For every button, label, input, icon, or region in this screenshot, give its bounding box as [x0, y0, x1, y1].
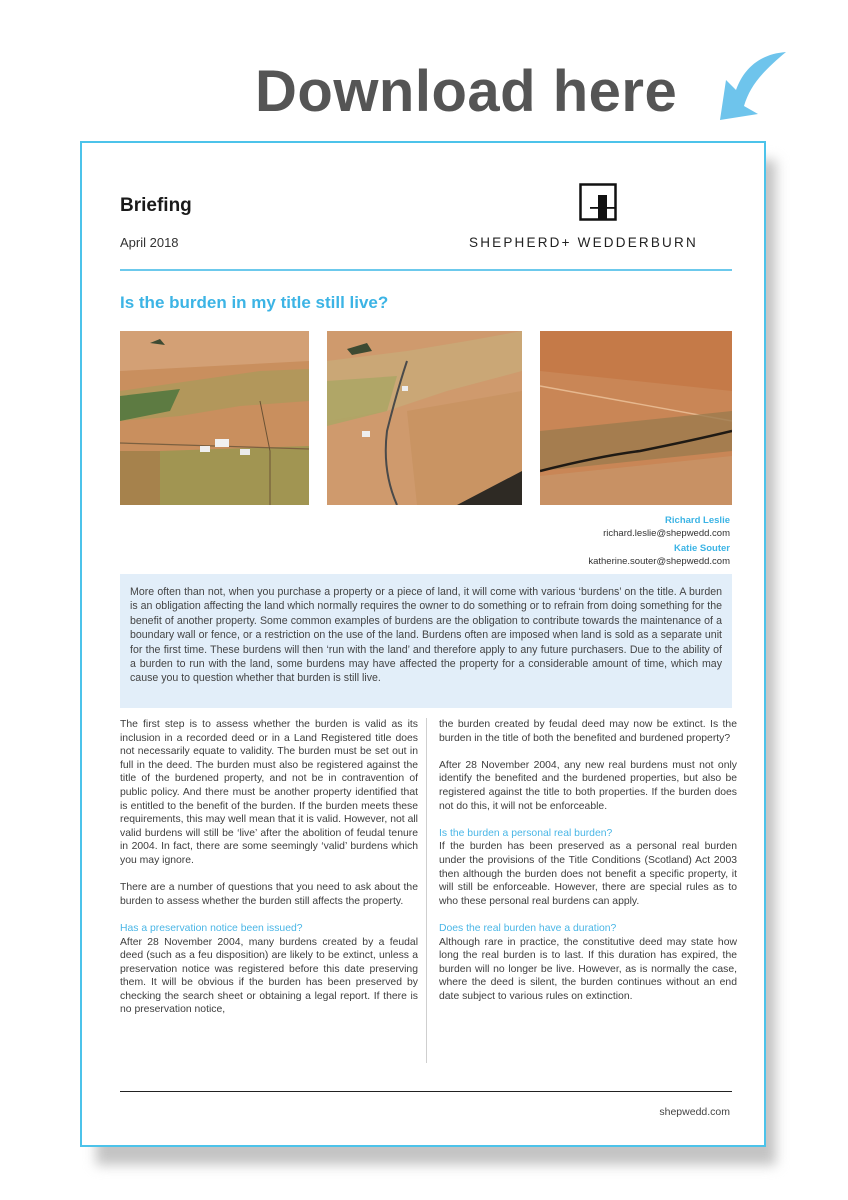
document-preview[interactable] [80, 141, 766, 1147]
author-email-link[interactable]: richard.leslie@shepwedd.com [603, 528, 730, 539]
body-paragraph: There are a number of questions that you need to ask about the burden to assess whether the burden still affects the property. [120, 882, 418, 907]
brand-name: SHEPHERD+ WEDDERBURN [469, 235, 698, 250]
right-column [439, 718, 737, 1003]
website-link[interactable]: shepwedd.com [659, 1106, 730, 1118]
aerial-moorland-photo [540, 331, 732, 505]
author-contacts [588, 514, 730, 570]
square-plus-logo-icon [579, 183, 617, 221]
section-heading: Has a preservation notice been issued? [120, 922, 303, 934]
document-type-label: Briefing [120, 195, 192, 216]
header-divider [120, 269, 732, 271]
download-here-link[interactable] [255, 52, 677, 132]
document-title: Is the burden in my title still live? [120, 293, 389, 312]
document-date: April 2018 [120, 235, 179, 250]
download-label: Download here [255, 59, 678, 124]
section-heading: Does the real burden have a duration? [439, 922, 617, 934]
aerial-farmland-photo [120, 331, 309, 505]
body-paragraph: After 28 November 2004, many burdens created by a feudal deed (such as a feu disposition) are likely to be extinct, unless a preservation notice was registered before this date preserving them. It will be obvious if the burden has been preserved by checking the search sheet or obtaining a legal report. If there is no preservation notice, [120, 936, 418, 1016]
body-paragraph: After 28 November 2004, any new real burdens must not only identify the benefited and the burdened properties, but also be registered against the title to both properties. If the burden does not do this, it will not be enforceable. [439, 759, 737, 812]
author-name: Katie Souter [674, 543, 730, 554]
body-paragraph: If the burden has been preserved as a personal real burden under the provisions of the Title Conditions (Scotland) Act 2003 then although the burden does not benefit a specific property, it will still be enforceable. However, there are special rules as to who these personal real burdens can apply. [439, 841, 737, 907]
body-paragraph: Although rare in practice, the constitutive deed may state how long the real burden is to last. If this duration has expired, the burden will no longer be live. However, as is normally the case, where the deed is silent, the burden continues without an end date subject to various rules on extinction. [439, 936, 737, 1002]
section-heading: Is the burden a personal real burden? [439, 827, 613, 839]
body-paragraph: the burden created by feudal deed may now be extinct. Is the burden in the title of both the benefited and burdened property? [439, 719, 737, 744]
intro-summary: More often than not, when you purchase a property or a piece of land, it will come with various ‘burdens’ on the title. A burden is an obligation affecting the land which normally requires the owner to do something or to refrain from doing something for the benefit of another property. Some common examples of burdens are the obligation to contribute towards the maintenance of a boundary wall or fence, or a restriction on the use of the land. Burdens often are imposed when land is sold as a separate unit for the first time. These burdens will then ‘run with the land’ and therefore apply to any future purchasers. Due to the ability of a burden to run with the land, some burdens may have affected the property for a considerable amount of time, which may cause you to question whether that burden is still live. [120, 574, 732, 708]
footer-divider [120, 1091, 732, 1092]
column-divider [426, 718, 427, 1063]
aerial-road-valley-photo [327, 331, 522, 505]
body-paragraph: The first step is to assess whether the burden is valid as its inclusion in a recorded deed or in a Land Registered title does not necessarily equate to validity. The burden must be set out in full in the deed. The burden must also be registered against the title of the burdened property, and not be in contravention of public policy. And there must be another property identified that is entitled to the benefit of the burden. If the burden meets these requirements, this may well mean that it is valid. However, not all valid burdens will still be ‘live’ after the abolition of feudal tenure in 2004. In fact, there are some seemingly ‘valid’ burdens which you may ignore. [120, 719, 418, 866]
author-name: Richard Leslie [665, 515, 730, 526]
author-email-link[interactable]: katherine.souter@shepwedd.com [588, 556, 730, 567]
curved-arrow-down-left-icon [700, 46, 790, 126]
left-column [120, 718, 418, 1017]
